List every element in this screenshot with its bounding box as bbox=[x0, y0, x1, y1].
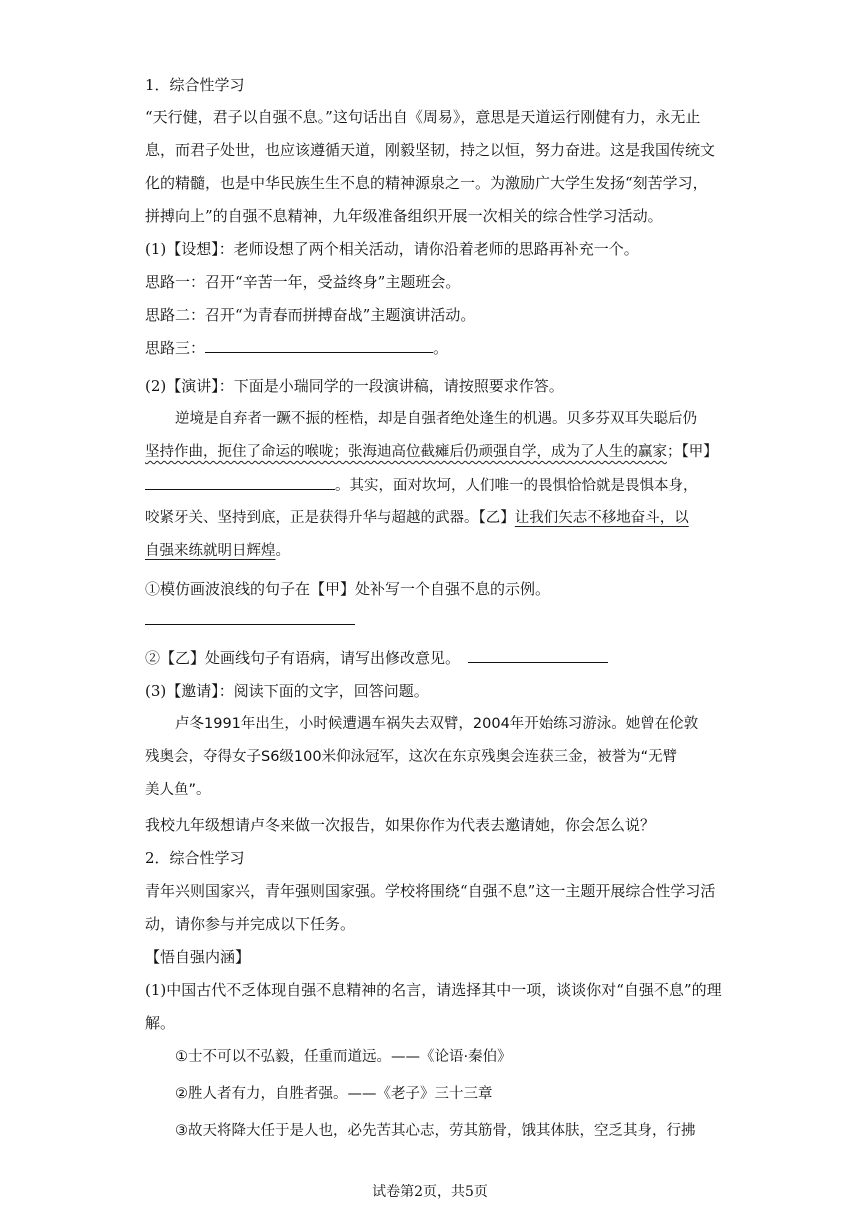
q2-intro-line-2: 动，请你参与并完成以下任务。 bbox=[145, 915, 356, 933]
quote-3: ③故天将降大任于是人也，必先苦其心志，劳其筋骨，饿其体肤，空乏其身，行拂 bbox=[175, 1123, 696, 1139]
task-2 bbox=[145, 648, 608, 668]
task-2-answer-blank[interactable] bbox=[468, 648, 608, 663]
q2-section-title: 【悟自强内涵】 bbox=[145, 948, 251, 966]
q2-intro-line-1: 青年兴则国家兴，青年强则国家强。学校将围绕“自强不息”这一主题开展综合性学习活 bbox=[145, 882, 716, 900]
q2-sub1-line-1: (1)中国古代不乏体现自强不息精神的名言，请选择其中一项，谈谈你对“自强不息”的理 bbox=[145, 981, 722, 999]
idea-3-answer-blank[interactable] bbox=[205, 338, 433, 353]
speech-line-3-end: 。其实，面对坎坷，人们唯一的畏惧恰恰就是畏惧本身， bbox=[335, 478, 698, 494]
jia-answer-blank[interactable] bbox=[145, 475, 335, 490]
speech-line-5 bbox=[145, 541, 290, 561]
speech-underlined-sentence-b: 自强来练就明日辉煌 bbox=[145, 543, 276, 559]
idea-3-end: 。 bbox=[433, 339, 449, 357]
speech-line-2-end: ；【甲】 bbox=[667, 444, 718, 460]
q1-sub3-prompt: (3)【邀请】：阅读下面的文字，回答问题。 bbox=[145, 682, 429, 700]
q1-heading: 1．综合性学习 bbox=[145, 76, 245, 94]
speech-line-5-end: 。 bbox=[275, 543, 290, 559]
quote-2: ②胜人者有力，自胜者强。——《老子》三十三章 bbox=[175, 1086, 493, 1102]
speech-line-1: 逆境是自弃者一蹶不振的桎梏，却是自强者绝处逢生的机遇。贝多芬双耳失聪后仍 bbox=[175, 411, 697, 427]
lu-dong-line-2: 残奥会，夺得女子S6级100米仰泳冠军，这次在东京残奥会连获三金，被誉为“无臂 bbox=[145, 749, 678, 765]
lu-dong-line-1: 卢冬1991年出生，小时候遭遇车祸失去双臂，2004年开始练习游泳。她曾在伦敦 bbox=[175, 716, 699, 732]
speech-line-4-plain: 咬紧牙关、坚持到底，正是获得升华与超越的武器。【乙】 bbox=[145, 510, 515, 526]
lu-dong-line-3: 美人鱼”。 bbox=[145, 782, 211, 798]
task-1: ①模仿画波浪线的句子在【甲】处补写一个自强不息的示例。 bbox=[145, 580, 551, 598]
speech-line-2 bbox=[145, 442, 718, 462]
idea-3 bbox=[145, 338, 448, 358]
quote-1: ①士不可以不弘毅，任重而道远。——《论语·秦伯》 bbox=[175, 1049, 512, 1065]
q1-sub2-prompt: (2)【演讲】：下面是小瑞同学的一段演讲稿，请按照要求作答。 bbox=[145, 377, 564, 395]
speech-underlined-sentence-a: 让我们矢志不移地奋斗，以 bbox=[514, 510, 689, 526]
q2-heading: 2．综合性学习 bbox=[145, 849, 245, 867]
q1-intro-line-3: 化的精髓，也是中华民族生生不息的精神源泉之一。为激励广大学生发扬“刻苦学习， bbox=[145, 174, 708, 192]
q1-intro-line-4: 拼搏向上”的自强不息精神，九年级准备组织开展一次相关的综合性学习活动。 bbox=[145, 207, 663, 225]
idea-1: 思路一：召开“辛苦一年，受益终身”主题班会。 bbox=[145, 273, 461, 291]
idea-2: 思路二：召开“为青春而拼搏奋战”主题演讲活动。 bbox=[145, 306, 476, 324]
q2-sub1-line-2: 解。 bbox=[145, 1014, 176, 1032]
speech-wavy-sentence: 坚持作曲，扼住了命运的喉咙；张海迪高位截瘫后仍顽强自学，成为了人生的赢家 bbox=[145, 444, 667, 460]
q1-sub3-question: 我校九年级想请卢冬来做一次报告，如果你作为代表去邀请她，你会怎么说？ bbox=[145, 816, 656, 834]
page-footer: 试卷第2页，共5页 bbox=[372, 1184, 488, 1200]
speech-line-3 bbox=[145, 475, 698, 496]
task-1-answer-blank[interactable] bbox=[145, 610, 355, 625]
q1-intro-line-2: 息，而君子处世，也应该遵循天道，刚毅坚韧，持之以恒，努力奋进。这是我国传统文 bbox=[145, 141, 716, 159]
speech-line-4 bbox=[145, 508, 689, 528]
q1-intro-line-1: “天行健，君子以自强不息。”这句话出自《周易》，意思是天道运行刚健有力，永无止 bbox=[145, 108, 701, 126]
q1-sub1-prompt: (1)【设想】：老师设想了两个相关活动，请你沿着老师的思路再补充一个。 bbox=[145, 240, 639, 258]
idea-3-label: 思路三： bbox=[145, 339, 206, 357]
task-1-answer-line[interactable] bbox=[145, 610, 355, 630]
task-2-text: ②【乙】处画线句子有语病，请写出修改意见。 bbox=[145, 649, 461, 667]
